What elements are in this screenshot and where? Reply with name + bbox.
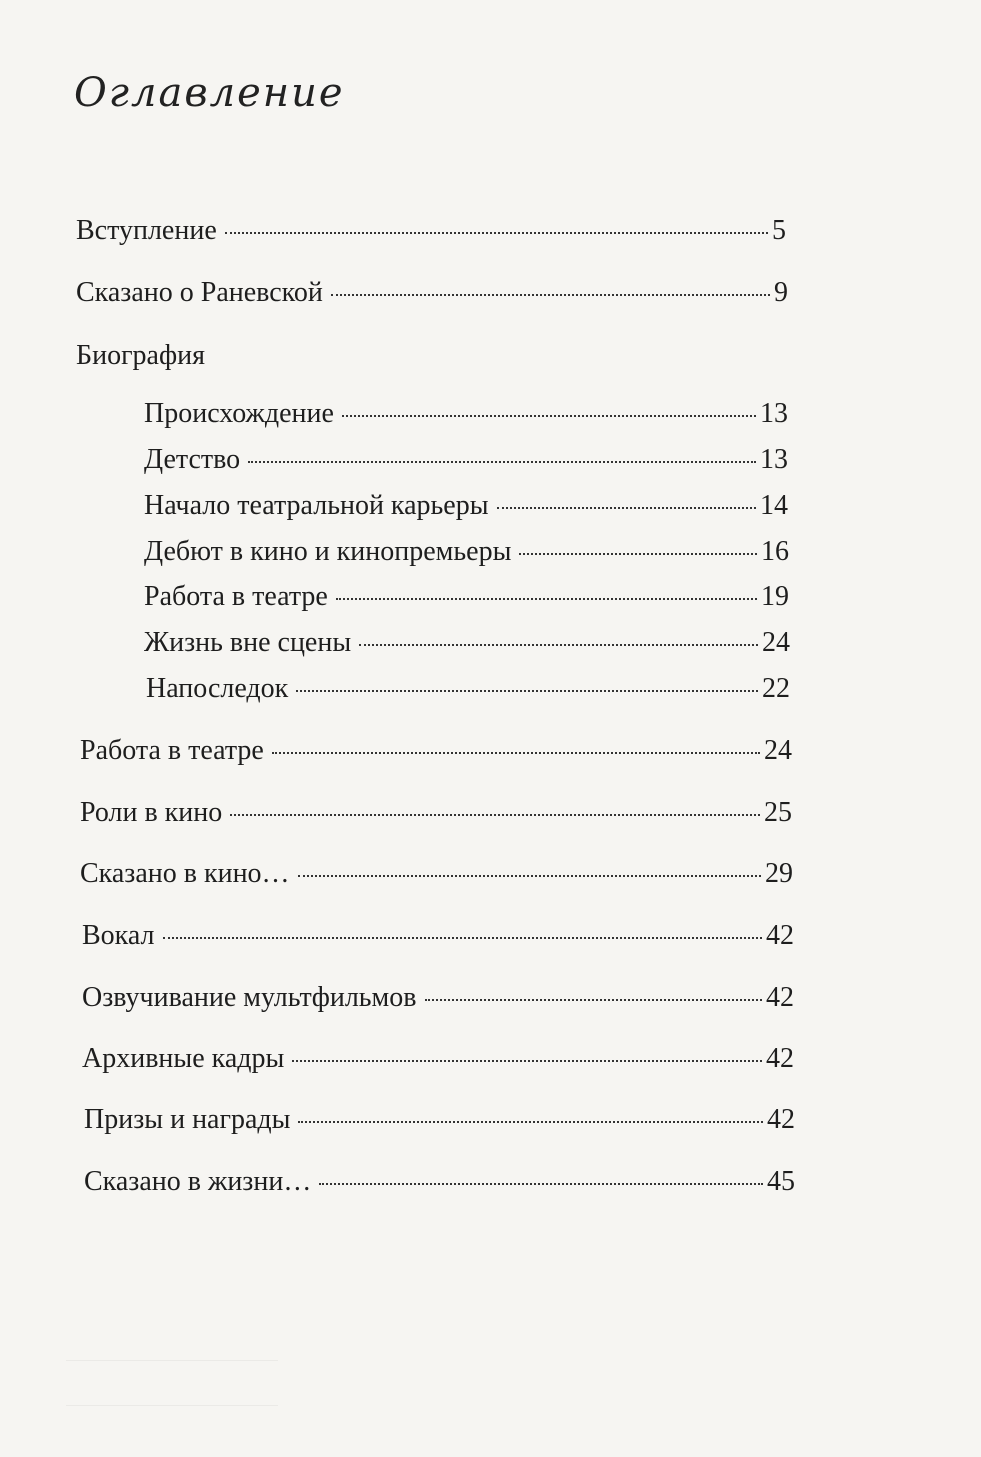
dot-leader — [425, 999, 763, 1001]
toc-entry — [84, 1165, 795, 1199]
toc-entry-page: 14 — [760, 490, 788, 521]
toc-entry-page: 5 — [772, 215, 786, 246]
toc-subentry — [144, 397, 788, 431]
toc-entry-page: 19 — [761, 581, 789, 612]
toc-entry-label: Сказано в жизни… — [84, 1166, 312, 1197]
toc-subentry — [144, 580, 789, 614]
dot-leader — [359, 644, 758, 646]
toc-entry-page: 42 — [766, 920, 794, 951]
toc-entry-page: 24 — [764, 735, 792, 766]
dot-leader — [248, 461, 756, 463]
toc-entry — [76, 276, 788, 310]
toc-entry — [82, 1042, 794, 1076]
toc-entry-label: Детство — [144, 444, 241, 475]
toc-subentry — [144, 489, 788, 523]
toc-subentry — [144, 626, 790, 660]
dot-leader — [298, 875, 761, 877]
toc-entry-label: Роли в кино — [80, 797, 223, 828]
toc-entry-label: Сказано о Раневской — [76, 277, 323, 308]
toc-entry-page: 45 — [767, 1166, 795, 1197]
toc-entry-page: 42 — [766, 982, 794, 1013]
toc-entry-page: 22 — [762, 673, 790, 704]
toc-entry-page: 42 — [766, 1043, 794, 1074]
dot-leader — [331, 294, 770, 296]
dot-leader — [163, 937, 762, 939]
toc-subentry — [144, 443, 788, 477]
dot-leader — [292, 1060, 762, 1062]
toc-entry-page: 24 — [762, 627, 790, 658]
toc-entry — [84, 1103, 795, 1137]
dot-leader — [272, 752, 760, 754]
toc-entry-label: Призы и награды — [84, 1104, 291, 1135]
toc-entry-label: Дебют в кино и кинопремьеры — [144, 536, 512, 567]
toc-entry — [80, 796, 792, 830]
toc-entry-page: 25 — [764, 797, 792, 828]
toc-entry-label: Архивные кадры — [82, 1043, 285, 1074]
toc-entry — [80, 734, 792, 768]
toc-entry-page: 29 — [765, 858, 793, 889]
toc-entry-label: Начало театральной карьеры — [144, 490, 489, 521]
toc-entry-label: Жизнь вне сцены — [144, 627, 352, 658]
toc-entry-page: 13 — [760, 398, 788, 429]
dot-leader — [298, 1121, 763, 1123]
toc-entry-label: Вступление — [76, 215, 217, 246]
toc-entry-page: 13 — [760, 444, 788, 475]
toc-entry — [82, 981, 794, 1015]
toc-entry-label: Происхождение — [144, 398, 334, 429]
toc-entry-label: Работа в театре — [144, 581, 328, 612]
toc-subentry — [146, 672, 790, 706]
toc-entry-page: 16 — [761, 536, 789, 567]
toc-entry-label: Напоследок — [146, 673, 289, 704]
dot-leader — [336, 598, 757, 600]
section-heading: Биография — [76, 340, 205, 371]
dot-leader — [342, 415, 756, 417]
toc-entry — [82, 919, 794, 953]
toc-entry — [80, 857, 793, 891]
bleed-through-logo — [66, 1360, 278, 1406]
dot-leader — [230, 814, 760, 816]
toc-entry-label: Озвучивание мультфильмов — [82, 982, 417, 1013]
dot-leader — [497, 507, 756, 509]
page-title: Оглавление — [74, 70, 345, 116]
toc-entry-label: Работа в театре — [80, 735, 264, 766]
toc-subentry — [144, 535, 789, 569]
toc-entry-page: 42 — [767, 1104, 795, 1135]
dot-leader — [225, 232, 768, 234]
dot-leader — [319, 1183, 763, 1185]
toc-entry-label: Сказано в кино… — [80, 858, 290, 889]
toc-entry-page: 9 — [774, 277, 788, 308]
dot-leader — [296, 690, 758, 692]
toc-entry — [76, 214, 786, 248]
toc-entry-label: Вокал — [82, 920, 155, 951]
dot-leader — [519, 553, 757, 555]
